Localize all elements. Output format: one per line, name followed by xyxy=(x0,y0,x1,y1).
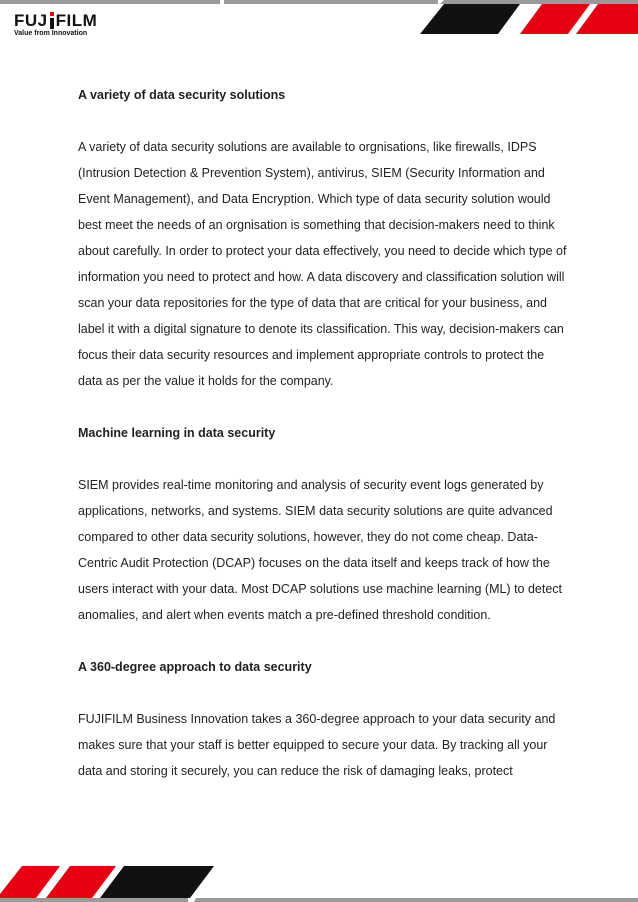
footer-decoration xyxy=(0,864,638,902)
section-paragraph: A variety of data security solutions are available to orgnisations, like firewalls, IDPS (Intrusion Detection & Prevention System), antivirus, SIEM (Security Information and Event Management), and Data Encryption. Which type of data security solution would best meet the needs of an orgnisation is something that decision-makers need to think about carefully. In order to protect your data effectively, you need to decide which type of information you need to protect and how. A data discovery and classification solution will scan your data repositories for the type of data that are critical for your business, and label it with a digital signature to denote its classification. This way, decision-makers can focus their data security resources and implement appropriate controls to protect the data as per the value it holds for the company. xyxy=(78,140,567,388)
logo-red-dot-i xyxy=(49,12,55,29)
section-paragraph: FUJIFILM Business Innovation takes a 360-degree approach to your data security and makes sure that your staff is better equipped to secure your data. By tracking all your data and storing it securely, you can reduce the risk of damaging leaks, protect xyxy=(78,712,556,778)
fujifilm-logo xyxy=(14,12,124,42)
section-heading: Machine learning in data security xyxy=(78,426,276,440)
logo-wordmark: FUJ FILM xyxy=(14,11,98,30)
article-body xyxy=(78,82,568,810)
section-heading: A 360-degree approach to data security xyxy=(78,660,312,674)
section-heading: A variety of data security solutions xyxy=(78,88,286,102)
logo-tagline: Value from Innovation xyxy=(14,30,88,37)
section-paragraph: SIEM provides real-time monitoring and analysis of security event logs generated by applications, networks, and systems. SIEM data security solutions are quite advanced compared to other data security solutions, however, they do not come cheap. Data-Centric Audit Protection (DCAP) focuses on the data itself and keeps track of how the users interact with your data. Most DCAP solutions use machine learning (ML) to detect anomalies, and alert when events match a pre-defined threshold condition. xyxy=(78,478,563,622)
